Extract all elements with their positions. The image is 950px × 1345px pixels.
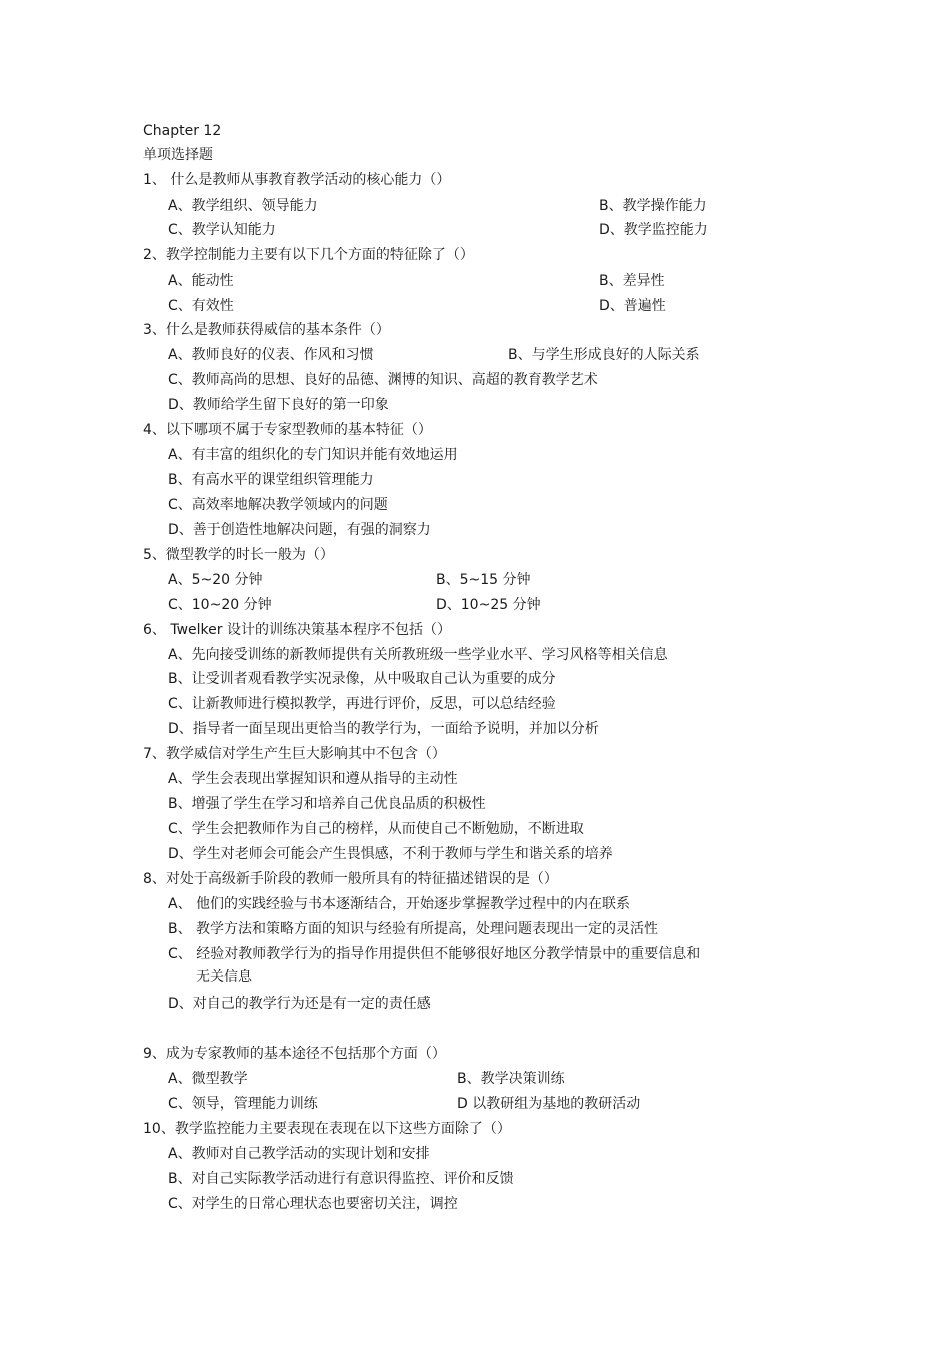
question-1-stem: 1、 什么是教师从事教育教学活动的核心能力（） [143,172,451,188]
question-5-option-b: B、5~15 分钟 [436,572,531,588]
question-3-option-d: D、教师给学生留下良好的第一印象 [168,397,389,413]
question-2-stem: 2、教学控制能力主要有以下几个方面的特征除了（） [143,247,474,263]
question-9-option-b: B、教学决策训练 [457,1071,565,1087]
question-8-option-b: B、 教学方法和策略方面的知识与经验有所提高，处理问题表现出一定的灵活性 [168,921,659,937]
question-5-stem: 5、微型教学的时长一般为（） [143,547,334,563]
question-1-option-d: D、教学监控能力 [599,222,708,238]
question-2-option-a: A、能动性 [168,273,234,289]
question-2-option-d: D、普遍性 [599,298,666,314]
question-4-option-c: C、高效率地解决教学领域内的问题 [168,497,388,513]
question-7-option-d: D、学生对老师会可能会产生畏惧感，不利于教师与学生和谐关系的培养 [168,846,613,862]
question-9-stem: 9、成为专家教师的基本途径不包括那个方面（） [143,1046,446,1062]
question-2-option-c: C、有效性 [168,298,234,314]
question-4-option-d: D、善于创造性地解决问题，有强的洞察力 [168,522,431,538]
question-6-stem: 6、 Twelker 设计的训练决策基本程序不包括（） [143,622,451,638]
section-title: 单项选择题 [143,147,213,163]
question-10-option-b: B、对自己实际教学活动进行有意识得监控、评价和反馈 [168,1171,514,1187]
question-8-stem: 8、对处于高级新手阶段的教师一般所具有的特征描述错误的是（） [143,871,558,887]
question-2-option-b: B、差异性 [599,273,665,289]
question-8-option-d: D、对自己的教学行为还是有一定的责任感 [168,996,431,1012]
chapter-title: Chapter 12 [143,123,222,139]
question-9-option-d: D 以教研组为基地的教研活动 [457,1096,641,1112]
question-6-option-c: C、让新教师进行模拟教学，再进行评价，反思，可以总结经验 [168,696,556,712]
question-9-option-a: A、微型教学 [168,1071,248,1087]
question-7-stem: 7、教学威信对学生产生巨大影响其中不包含（） [143,746,446,762]
question-6-option-d: D、指导者一面呈现出更恰当的教学行为，一面给予说明，并加以分析 [168,721,599,737]
question-4-option-a: A、有丰富的组织化的专门知识并能有效地运用 [168,447,458,463]
question-7-option-a: A、学生会表现出掌握知识和遵从指导的主动性 [168,771,458,787]
question-10-option-c: C、对学生的日常心理状态也要密切关注，调控 [168,1196,458,1212]
question-5-option-c: C、10~20 分钟 [168,597,272,613]
question-4-stem: 4、以下哪项不属于专家型教师的基本特征（） [143,422,432,438]
question-6-option-a: A、先向接受训练的新教师提供有关所教班级一些学业水平、学习风格等相关信息 [168,647,668,663]
question-1-option-b: B、教学操作能力 [599,198,707,214]
question-1-option-c: C、教学认知能力 [168,222,276,238]
question-3-option-a: A、教师良好的仪表、作风和习惯 [168,347,374,363]
question-9-option-c: C、领导，管理能力训练 [168,1096,318,1112]
question-8-option-c: C、 经验对教师教学行为的指导作用提供但不能够很好地区分教学情景中的重要信息和 [168,946,701,962]
question-7-option-c: C、学生会把教师作为自己的榜样，从而使自己不断勉励，不断进取 [168,821,584,837]
question-10-stem: 10、教学监控能力主要表现在表现在以下这些方面除了（） [143,1121,511,1137]
question-3-stem: 3、什么是教师获得威信的基本条件（） [143,322,390,338]
question-5-option-d: D、10~25 分钟 [436,597,541,613]
question-6-option-b: B、让受训者观看教学实况录像，从中吸取自己认为重要的成分 [168,671,556,687]
question-5-option-a: A、5~20 分钟 [168,572,263,588]
question-8-option-c-continued: 无关信息 [196,969,252,985]
question-4-option-b: B、有高水平的课堂组织管理能力 [168,472,374,488]
question-7-option-b: B、增强了学生在学习和培养自己优良品质的积极性 [168,796,486,812]
question-1-option-a: A、教学组织、领导能力 [168,198,318,214]
question-10-option-a: A、教师对自己教学活动的实现计划和安排 [168,1146,430,1162]
question-8-option-a: A、 他们的实践经验与书本逐渐结合，开始逐步掌握教学过程中的内在联系 [168,896,631,912]
question-3-option-b: B、与学生形成良好的人际关系 [508,347,700,363]
question-3-option-c: C、教师高尚的思想、良好的品德、渊博的知识、高超的教育教学艺术 [168,372,598,388]
